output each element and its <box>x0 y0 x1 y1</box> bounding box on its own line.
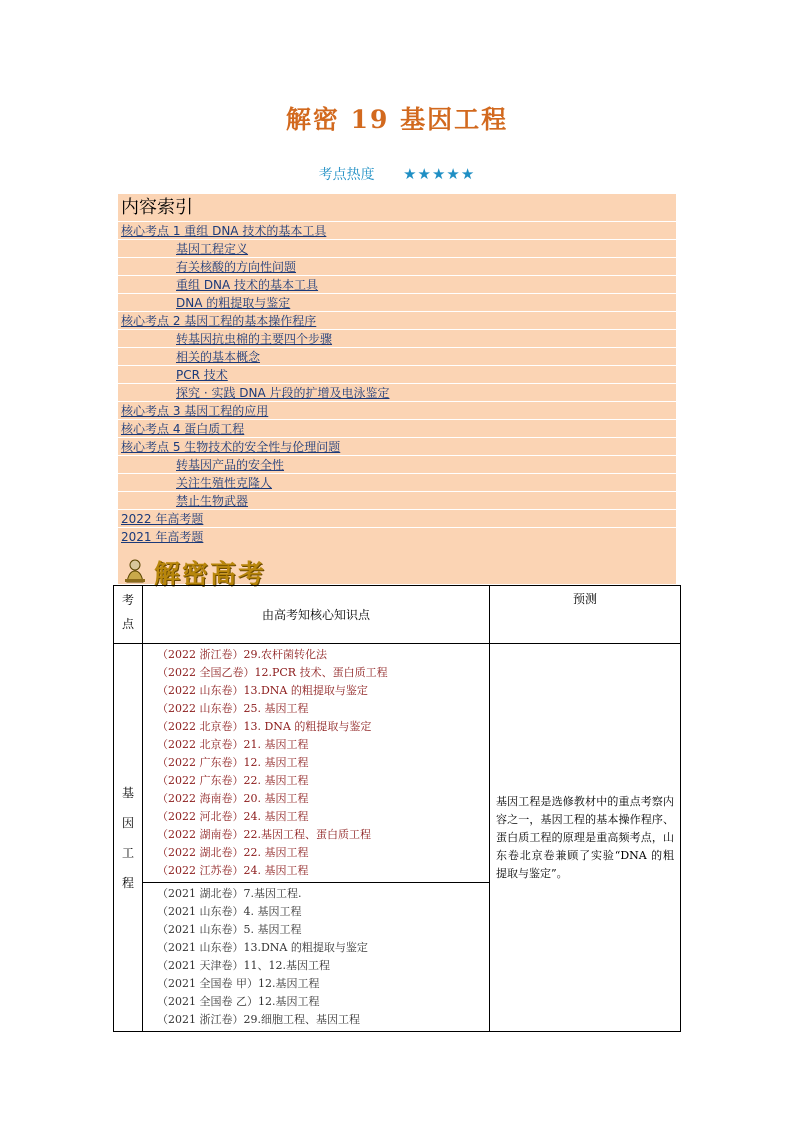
exam-item: （2022 北京卷）13. DNA 的粗提取与鉴定 <box>157 720 372 733</box>
index-item-link[interactable]: 核心考点 5 生物技术的安全性与伦理问题 <box>121 440 341 454</box>
exam-item: （2021 天津卷）11、12.基因工程 <box>157 959 330 972</box>
header-core: 由高考知核心知识点 <box>143 586 490 644</box>
index-item-link[interactable]: 禁止生物武器 <box>176 494 249 508</box>
exam-item: （2022 山东卷）13.DNA 的粗提取与鉴定 <box>157 684 368 697</box>
index-list <box>118 221 676 545</box>
index-item-link[interactable]: 转基因抗虫棉的主要四个步骤 <box>176 332 333 346</box>
exam-item: （2022 广东卷）12. 基因工程 <box>157 756 309 769</box>
exam-list-2021 <box>143 883 489 1031</box>
header-topic-text: 考点 <box>121 593 134 631</box>
index-item-link[interactable]: 相关的基本概念 <box>176 350 261 364</box>
index-item[interactable] <box>118 473 676 491</box>
exam-item: （2021 山东卷）5. 基因工程 <box>157 923 302 936</box>
index-item-link[interactable]: 2021 年高考题 <box>121 530 204 544</box>
index-item-link[interactable]: 有关核酸的方向性问题 <box>176 260 297 274</box>
index-item-link[interactable]: 基因工程定义 <box>176 242 249 256</box>
index-item[interactable] <box>118 347 676 365</box>
index-item[interactable] <box>118 257 676 275</box>
prediction-text: 基因工程是选修教材中的重点考察内容之一，基因工程的基本操作程序、蛋白质工程的原理是重高频考点，山东卷北京卷兼顾了实验“DNA 的粗提取与鉴定”。 <box>496 794 674 880</box>
index-item[interactable] <box>118 509 676 527</box>
exam-item: （2021 湖北卷）7.基因工程. <box>157 887 302 900</box>
exam-item: （2021 浙江卷）29.细胞工程、基因工程 <box>157 1013 360 1026</box>
index-item[interactable] <box>118 365 676 383</box>
exam-item: （2022 浙江卷）29.农杆菌转化法 <box>157 648 327 661</box>
table-body-row <box>114 644 681 1032</box>
exam-item: （2022 广东卷）22. 基因工程 <box>157 774 309 787</box>
index-item[interactable] <box>118 527 676 545</box>
index-item[interactable] <box>118 455 676 473</box>
index-item-link[interactable]: 探究 · 实践 DNA 片段的扩增及电泳鉴定 <box>176 386 390 400</box>
heat-line <box>0 164 794 184</box>
index-item[interactable] <box>118 437 676 455</box>
heat-stars: ★★★★★ <box>403 165 476 183</box>
index-heading: 内容索引 <box>121 197 193 218</box>
index-item-link[interactable]: DNA 的粗提取与鉴定 <box>176 296 291 310</box>
index-item-link[interactable]: 核心考点 1 重组 DNA 技术的基本工具 <box>121 224 327 238</box>
index-item[interactable] <box>118 221 676 239</box>
index-item-link[interactable]: 转基因产品的安全性 <box>176 458 285 472</box>
index-item-link[interactable]: 重组 DNA 技术的基本工具 <box>176 278 319 292</box>
header-topic <box>114 586 143 644</box>
table-header-row <box>114 586 681 644</box>
banner-title: 解密高考 <box>154 560 267 590</box>
exam-item: （2021 山东卷）4. 基因工程 <box>157 905 302 918</box>
index-item-link[interactable]: 2022 年高考题 <box>121 512 204 526</box>
topic-text: 基因工程 <box>121 785 134 890</box>
exam-item: （2022 江苏卷）24. 基因工程 <box>157 864 309 877</box>
exam-item: （2022 海南卷）20. 基因工程 <box>157 792 309 805</box>
exam-item: （2022 全国乙卷）12.PCR 技术、蛋白质工程 <box>157 666 388 679</box>
index-item[interactable] <box>118 275 676 293</box>
index-item[interactable] <box>118 491 676 509</box>
exam-list-cell <box>143 644 490 1032</box>
exam-item: （2022 北京卷）21. 基因工程 <box>157 738 309 751</box>
exam-item: （2021 山东卷）13.DNA 的粗提取与鉴定 <box>157 941 368 954</box>
exam-banner <box>118 555 676 590</box>
index-item[interactable] <box>118 311 676 329</box>
index-item[interactable] <box>118 383 676 401</box>
prediction-cell <box>490 644 681 1032</box>
exam-item: （2022 山东卷）25. 基因工程 <box>157 702 309 715</box>
exam-table <box>113 585 681 1032</box>
index-item[interactable] <box>118 329 676 347</box>
page-title: 解密 19 基因工程 <box>285 105 509 134</box>
content-index <box>118 194 676 590</box>
index-item[interactable] <box>118 419 676 437</box>
index-item-link[interactable]: 核心考点 2 基因工程的基本操作程序 <box>121 314 317 328</box>
exam-item: （2022 湖南卷）22.基因工程、蛋白质工程 <box>157 828 371 841</box>
index-item-link[interactable]: 核心考点 4 蛋白质工程 <box>121 422 245 436</box>
exam-list-2022 <box>143 644 489 883</box>
header-prediction: 预测 <box>490 586 681 644</box>
exam-item: （2022 湖北卷）22. 基因工程 <box>157 846 309 859</box>
index-item-link[interactable]: 核心考点 3 基因工程的应用 <box>121 404 269 418</box>
scholar-icon <box>122 557 148 583</box>
heat-label: 考点热度 <box>318 167 375 183</box>
index-item[interactable] <box>118 239 676 257</box>
topic-cell <box>114 644 143 1032</box>
exam-item: （2021 全国卷 甲）12.基因工程 <box>157 977 320 990</box>
index-item[interactable] <box>118 293 676 311</box>
index-item-link[interactable]: 关注生殖性克隆人 <box>176 476 273 490</box>
exam-item: （2021 全国卷 乙）12.基因工程 <box>157 995 320 1008</box>
index-item-link[interactable]: PCR 技术 <box>176 368 228 382</box>
exam-item: （2022 河北卷）24. 基因工程 <box>157 810 309 823</box>
index-item[interactable] <box>118 401 676 419</box>
